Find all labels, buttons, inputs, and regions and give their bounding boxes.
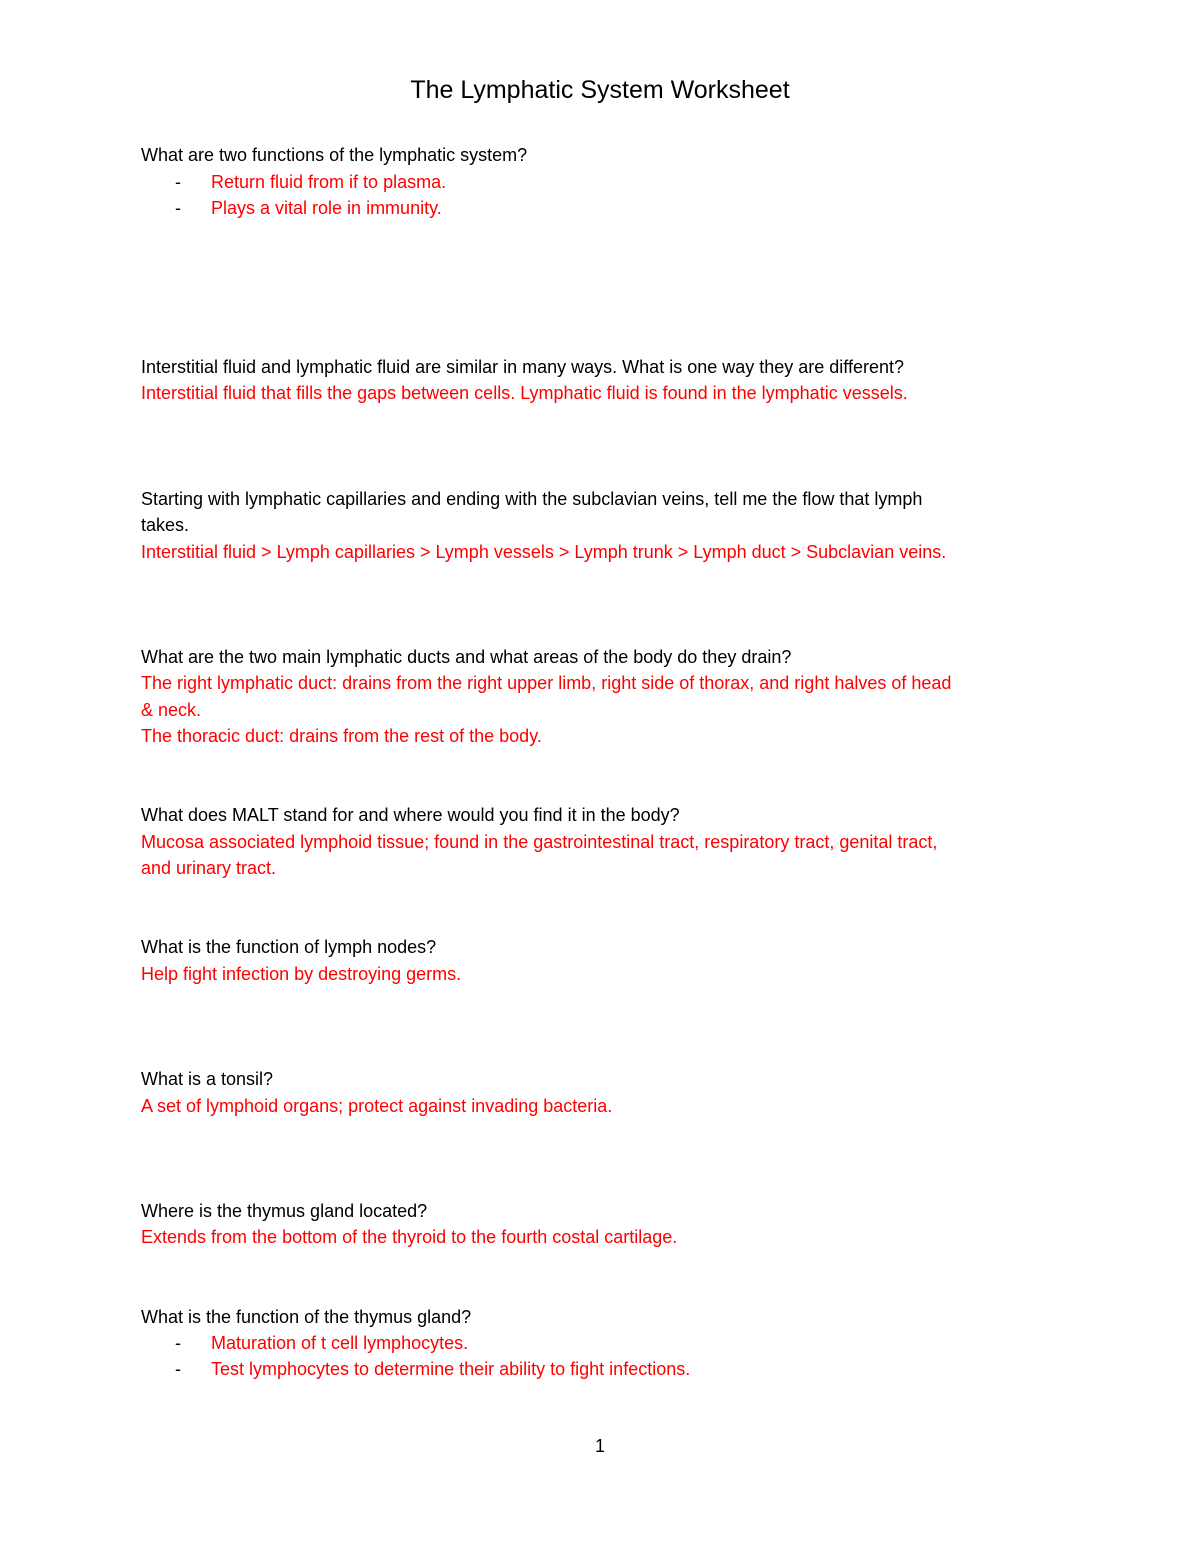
- bullet-marker: -: [175, 198, 181, 218]
- question-8: Where is the thymus gland located?: [141, 1201, 428, 1221]
- page-number: 1: [594, 1436, 605, 1456]
- answer-2: Interstitial fluid that fills the gaps between cells. Lymphatic fluid is found in the lymphatic vessels.: [141, 383, 908, 403]
- question-5: What does MALT stand for and where would you find it in the body?: [141, 805, 680, 825]
- bullet-marker: -: [175, 172, 181, 192]
- answer-4-line-2: & neck.: [141, 700, 202, 720]
- bullet-marker: -: [175, 1333, 181, 1353]
- question-7: What is a tonsil?: [141, 1069, 274, 1089]
- question-3-line-2: takes.: [141, 515, 190, 535]
- answer-8: Extends from the bottom of the thyroid to the fourth costal cartilage.: [141, 1227, 678, 1247]
- answer-4-line-1: The right lymphatic duct: drains from the right upper limb, right side of thorax, and right halves of head: [141, 673, 952, 693]
- question-9: What is the function of the thymus gland?: [141, 1307, 472, 1327]
- answer-9-item-2: Test lymphocytes to determine their ability to fight infections.: [211, 1359, 691, 1379]
- answer-7: A set of lymphoid organs; protect against invading bacteria.: [141, 1096, 613, 1116]
- question-1: What are two functions of the lymphatic system?: [141, 145, 528, 165]
- question-3-line-1: Starting with lymphatic capillaries and ending with the subclavian veins, tell me the flow that lymph: [141, 489, 923, 509]
- answer-9-item-1: Maturation of t cell lymphocytes.: [211, 1333, 469, 1353]
- answer-5-line-1: Mucosa associated lymphoid tissue; found in the gastrointestinal tract, respiratory tract, genital tract,: [141, 832, 938, 852]
- bullet-marker: -: [175, 1359, 181, 1379]
- question-6: What is the function of lymph nodes?: [141, 937, 437, 957]
- answer-5-line-2: and urinary tract.: [141, 858, 277, 878]
- answer-3: Interstitial fluid > Lymph capillaries > Lymph vessels > Lymph trunk > Lymph duct > Subclavian veins.: [141, 542, 947, 562]
- question-2: Interstitial fluid and lymphatic fluid are similar in many ways. What is one way they are different?: [141, 357, 905, 377]
- answer-1-item-1: Return fluid from if to plasma.: [211, 172, 447, 192]
- page-title: The Lymphatic System Worksheet: [410, 76, 790, 104]
- answer-1-item-2: Plays a vital role in immunity.: [211, 198, 442, 218]
- question-4: What are the two main lymphatic ducts and what areas of the body do they drain?: [141, 647, 792, 667]
- answer-4-line-3: The thoracic duct: drains from the rest of the body.: [141, 726, 542, 746]
- answer-6: Help fight infection by destroying germs.: [141, 964, 462, 984]
